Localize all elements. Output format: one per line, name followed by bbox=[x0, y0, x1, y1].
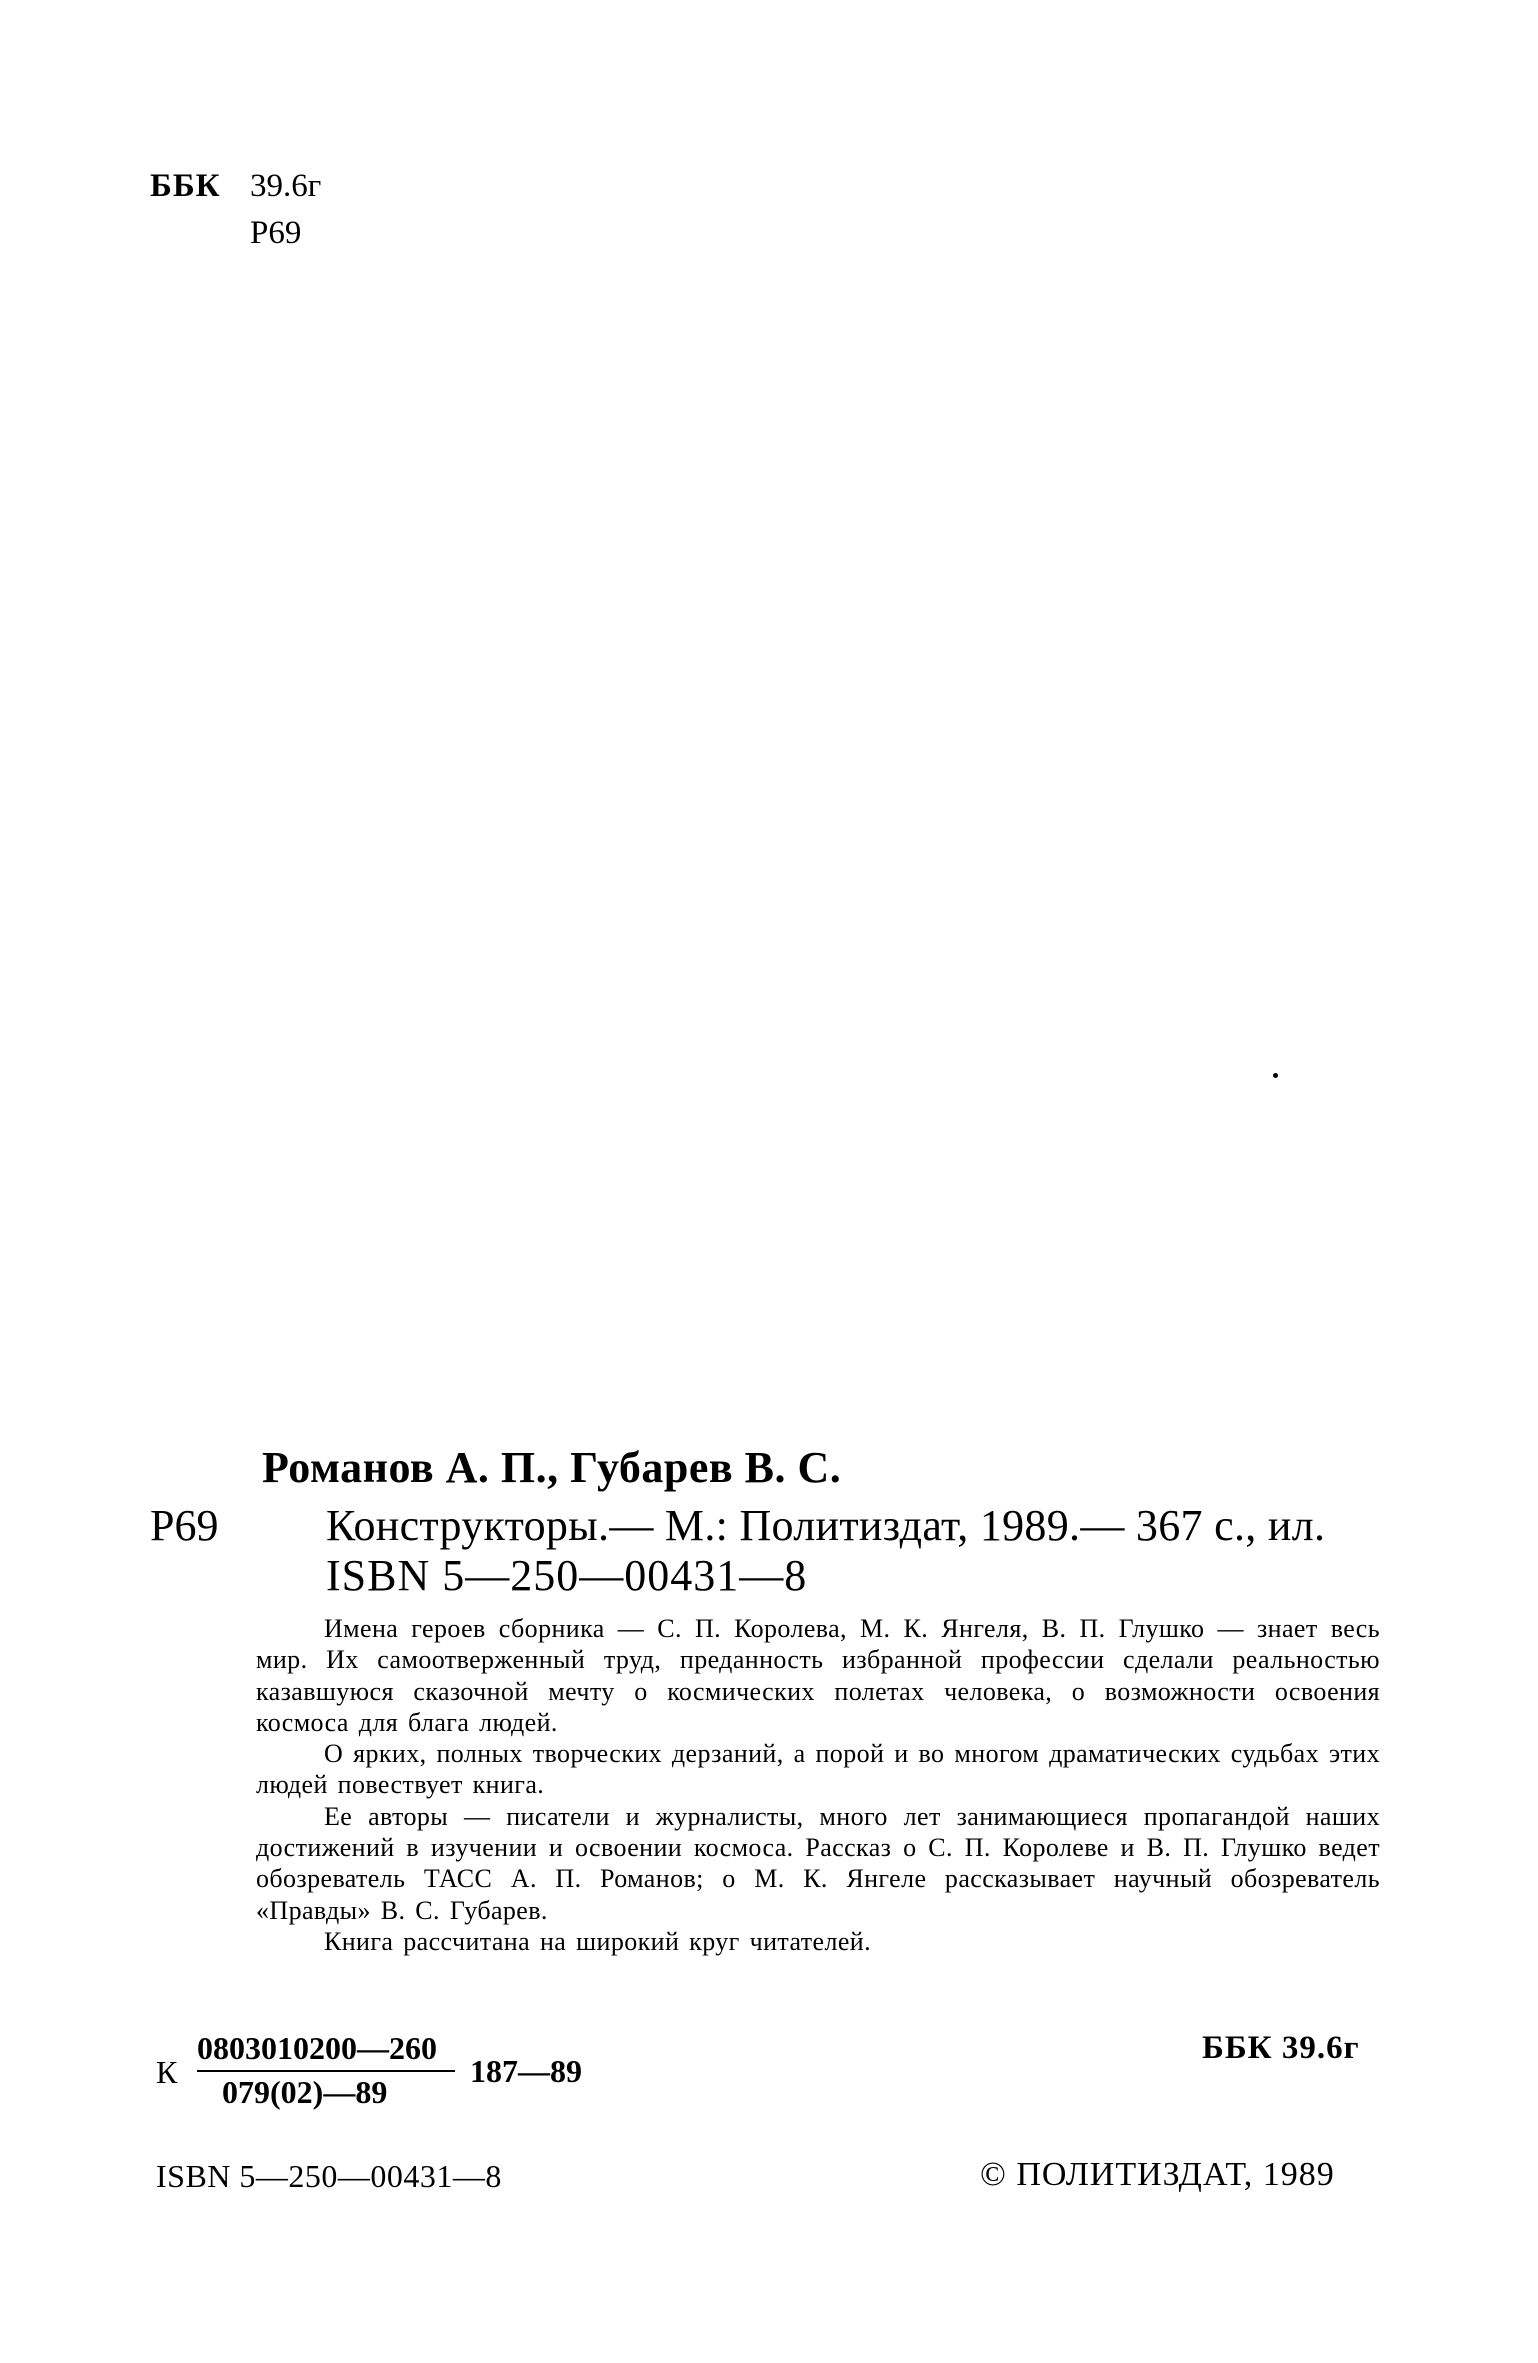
author-mark: Р69 bbox=[150, 1501, 219, 1550]
isbn-line: ISBN 5—250—00431—8 bbox=[326, 1551, 808, 1600]
bbk-footer: ББК 39.6г bbox=[1202, 2030, 1360, 2066]
annotation-paragraph: Ее авторы — писатели и журналисты, много лет занимающиеся пропагандой наших достижений в изучении и освоении космоса. Рассказ о С. П. Королеве и В. П. Глушко ведет обозреватель ТАСС А. П. Романов; о М. К. Янгеле рассказывает научный обозреватель «Правды» В. С. Губарев. bbox=[256, 1801, 1380, 1925]
bbk-code: 39.6г bbox=[250, 168, 322, 204]
annotation-paragraph: Книга рассчитана на широкий круг читателей. bbox=[324, 1926, 872, 1956]
print-speck bbox=[1273, 1073, 1278, 1078]
annotation-paragraph: Имена героев сборника — С. П. Королева, М. К. Янгеля, В. П. Глушко — знает весь мир. Их самоотверженный труд, преданность избранной профессии сделали реальностью казавшуюся сказочной мечту о космических полетах человека, о возможности освоения космоса для блага людей. bbox=[256, 1614, 1380, 1737]
author-mark-top: Р69 bbox=[250, 215, 302, 251]
k-index-suffix: 187—89 bbox=[470, 2053, 582, 2089]
fraction-line bbox=[197, 2070, 455, 2072]
isbn-footer: ISBN 5—250—00431—8 bbox=[156, 2158, 502, 2194]
authors-heading: Романов А. П., Губарев В. С. bbox=[262, 1443, 842, 1492]
k-index-letter: К bbox=[156, 2054, 178, 2090]
bibliographic-line: Конструкторы.— М.: Политиздат, 1989.— 367 с., ил. bbox=[326, 1501, 1326, 1550]
k-index-denominator: 079(02)—89 bbox=[222, 2074, 388, 2110]
annotation-paragraph: О ярких, полных творческих дерзаний, а порой и во многом драматических судьбах этих людей повествует книга. bbox=[256, 1739, 1380, 1800]
annotation bbox=[256, 1613, 1380, 1957]
bbk-label: ББК bbox=[150, 168, 221, 204]
copyright-notice: © ПОЛИТИЗДАТ, 1989 bbox=[980, 2156, 1335, 2193]
k-index-numerator: 0803010200—260 bbox=[197, 2030, 437, 2066]
